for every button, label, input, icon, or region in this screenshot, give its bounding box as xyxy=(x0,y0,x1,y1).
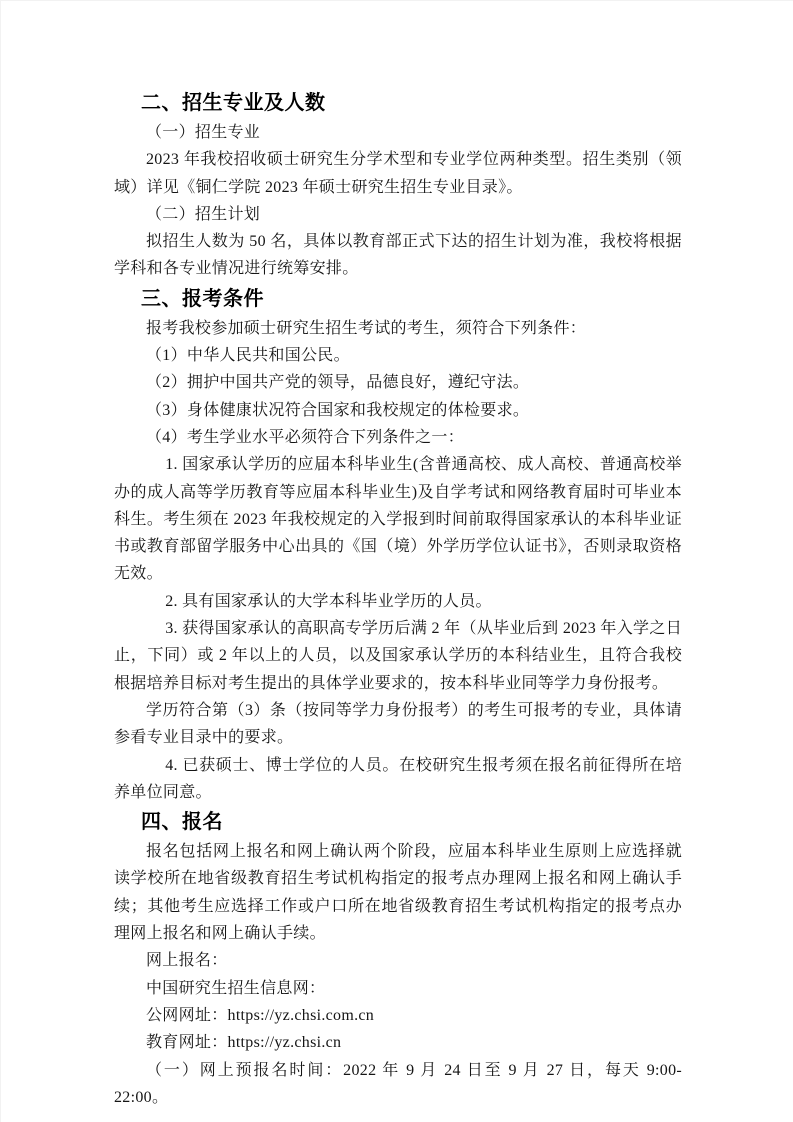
section-heading-2: 二、招生专业及人数 xyxy=(141,92,326,114)
academic-level-item-3: 3. 获得国家承认的高职高专学历后满 2 年（从毕业后到 2023 年入学之日止，下同）或 2 年以上的人员，以及国家承认学历的本科结业生，且符合我校根据培养目标对考生提出的具体学业要求的，按本科毕业同等学力身份报考。 xyxy=(114,620,682,692)
line-online-registration: 网上报名： xyxy=(146,952,228,970)
edu-url-label: 教育网址： xyxy=(146,1034,228,1052)
line-chsi-site-name: 中国研究生招生信息网： xyxy=(146,979,326,997)
edu-url-value: https://yz.chsi.cn xyxy=(227,1034,342,1052)
paragraph-registration-process: 报名包括网上报名和网上确认两个阶段，应届本科毕业生原则上应选择就读学校所在地省级教育招生考试机构指定的报考点办理网上报名和网上确认手续；其他考生应选择工作或户口所在地省级教育招生考试机构指定的报考点办理网上报名和网上确认手续。 xyxy=(114,843,682,943)
public-url-value: https://yz.chsi.com.cn xyxy=(227,1006,375,1024)
public-url-label: 公网网址： xyxy=(146,1006,228,1024)
condition-item-3: （3）身体健康状况符合国家和我校规定的体检要求。 xyxy=(146,401,530,419)
paragraph-conditions-intro: 报考我校参加硕士研究生招生考试的考生，须符合下列条件： xyxy=(146,319,587,337)
paragraph-equivalent-qualification-note: 学历符合第（3）条（按同等学力身份报考）的考生可报考的专业，具体请参看专业目录中的要求。 xyxy=(114,701,682,747)
line-pre-registration-time: （一）网上预报名时间：2022 年 9 月 24 日至 9 月 27 日，每天 9:00-22:00。 xyxy=(114,1061,682,1106)
condition-item-4: （4）考生学业水平必须符合下列条件之一： xyxy=(146,428,465,446)
line-public-url xyxy=(114,1002,682,1029)
academic-level-item-2: 2. 具有国家承认的大学本科毕业学历的人员。 xyxy=(165,592,492,610)
condition-item-2: （2）拥护中国共产党的领导，品德良好，遵纪守法。 xyxy=(146,374,530,392)
paragraph-enrollment-plan: 拟招生人数为 50 名，具体以教育部正式下达的招生计划为准，我校将根据学科和各专业情况进行统筹安排。 xyxy=(114,233,682,278)
paragraph-major-types: 2023 年我校招收硕士研究生分学术型和专业学位两种类型。招生类别（领域）详见《铜仁学院 2023 年硕士研究生招生专业目录》。 xyxy=(114,151,682,196)
subheading-enrollment-major: （一）招生专业 xyxy=(146,124,261,141)
academic-level-item-1: 1. 国家承认学历的应届本科毕业生(含普通高校、成人高校、普通高校举办的成人高等学历教育等应届本科毕业生)及自学考试和网络教育届时可毕业本科生。考生须在 2023 年我校规定的入学报到时间前取得国家承认的本科毕业证书或教育部留学服务中心出具的《国（境）外学历学位认证书》，否则录取资格无效。 xyxy=(114,456,682,583)
academic-level-item-4: 4. 已获硕士、博士学位的人员。在校研究生报考须在报名前征得所在培养单位同意。 xyxy=(114,756,682,801)
condition-item-1: （1）中华人民共和国公民。 xyxy=(146,347,350,365)
line-edu-url xyxy=(114,1029,682,1056)
section-heading-3: 三、报考条件 xyxy=(141,287,264,310)
section-registration xyxy=(114,807,682,1111)
section-heading-4: 四、报名 xyxy=(141,811,223,834)
subheading-enrollment-plan: （二）招生计划 xyxy=(146,205,261,223)
section-application-conditions xyxy=(114,284,682,806)
section-enrollment-majors xyxy=(114,88,682,283)
